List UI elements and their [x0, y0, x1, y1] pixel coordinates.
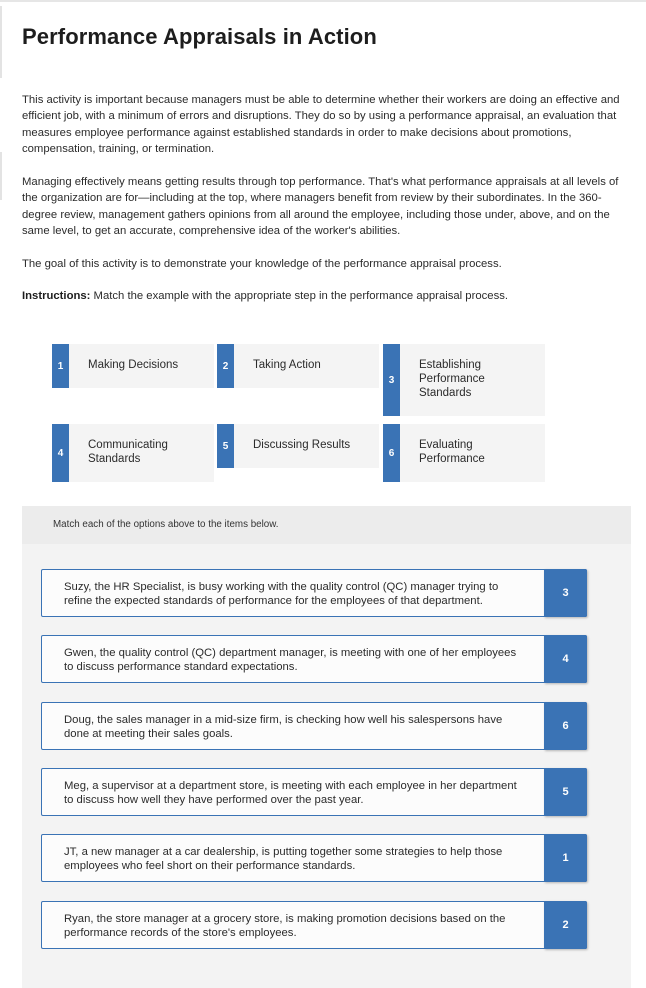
match-answer-badge[interactable]: 2	[544, 901, 587, 949]
option-label: Evaluating Performance	[419, 439, 485, 465]
match-item[interactable]	[41, 768, 587, 816]
goal-paragraph: The goal of this activity is to demonstrate your knowledge of the performance appraisal process.	[22, 258, 502, 270]
match-answer-badge[interactable]: 4	[544, 635, 587, 683]
match-item-text: Meg, a supervisor at a department store, is meeting with each employee in her department to discuss how well they have performed over the past year.	[64, 780, 517, 806]
instructions-label: Instructions:	[22, 290, 91, 302]
match-item[interactable]	[41, 834, 587, 882]
match-item-text: JT, a new manager at a car dealership, is putting together some strategies to help those employees who feel short on their performance standards.	[64, 846, 503, 872]
option-label: Taking Action	[253, 359, 321, 371]
option-number: 5	[217, 424, 234, 468]
option-establishing-performance-standards[interactable]	[383, 344, 545, 416]
management-paragraph: Managing effectively means getting results through top performance. That's what performance appraisals at all levels of the organization are for—including at the top, where managers benefit from review by their subordinates. In the 360-degree review, management gathers opinions from all around the employee, including those under, above, and on the same level, to get an accurate, comprehensive idea of the worker's abilities.	[22, 176, 619, 237]
instructions-text: Match the example with the appropriate step in the performance appraisal process.	[90, 290, 509, 302]
instructions-paragraph	[22, 288, 628, 304]
option-number: 3	[383, 344, 400, 416]
option-grid	[52, 344, 552, 486]
left-border-rule	[0, 6, 2, 78]
option-making-decisions[interactable]	[52, 344, 214, 388]
option-discussing-results[interactable]	[217, 424, 379, 468]
page-title: Performance Appraisals in Action	[22, 24, 377, 49]
option-evaluating-performance[interactable]	[383, 424, 545, 482]
option-number: 4	[52, 424, 69, 482]
option-communicating-standards[interactable]	[52, 424, 214, 482]
match-item-text: Suzy, the HR Specialist, is busy working with the quality control (QC) manager trying to refine the expected standards of performance for the employees of that department.	[64, 581, 499, 607]
match-item[interactable]	[41, 702, 587, 750]
option-number: 2	[217, 344, 234, 388]
match-prompt: Match each of the options above to the items below.	[22, 506, 631, 544]
match-answer-badge[interactable]: 6	[544, 702, 587, 750]
match-answer-badge[interactable]: 1	[544, 834, 587, 882]
option-label: Discussing Results	[253, 439, 351, 451]
option-label: Making Decisions	[88, 359, 179, 371]
match-item-text: Ryan, the store manager at a grocery store, is making promotion decisions based on the performance records of the store's employees.	[64, 913, 506, 939]
match-answer-badge[interactable]: 3	[544, 569, 587, 617]
match-item-text: Doug, the sales manager in a mid-size firm, is checking how well his salespersons have done at meeting their sales goals.	[64, 714, 503, 740]
option-label: Communicating Standards	[88, 439, 168, 465]
match-item-text: Gwen, the quality control (QC) department manager, is meeting with one of her employees to discuss performance standard expectations.	[64, 647, 517, 673]
match-item[interactable]	[41, 635, 587, 683]
left-border-rule	[0, 152, 2, 200]
match-item[interactable]	[41, 901, 587, 949]
intro-paragraph: This activity is important because managers must be able to determine whether their workers are doing an effective and efficient job, with a minimum of errors and disruptions. They do so by using a performance appraisal, an evaluation that measures employee performance against established standards in order to make decisions about promotions, compensation, training, or termination.	[22, 94, 620, 155]
match-item[interactable]	[41, 569, 587, 617]
option-number: 6	[383, 424, 400, 482]
option-number: 1	[52, 344, 69, 388]
option-taking-action[interactable]	[217, 344, 379, 388]
option-label: Establishing Performance Standards	[419, 359, 485, 399]
match-answer-badge[interactable]: 5	[544, 768, 587, 816]
match-panel	[22, 506, 631, 988]
